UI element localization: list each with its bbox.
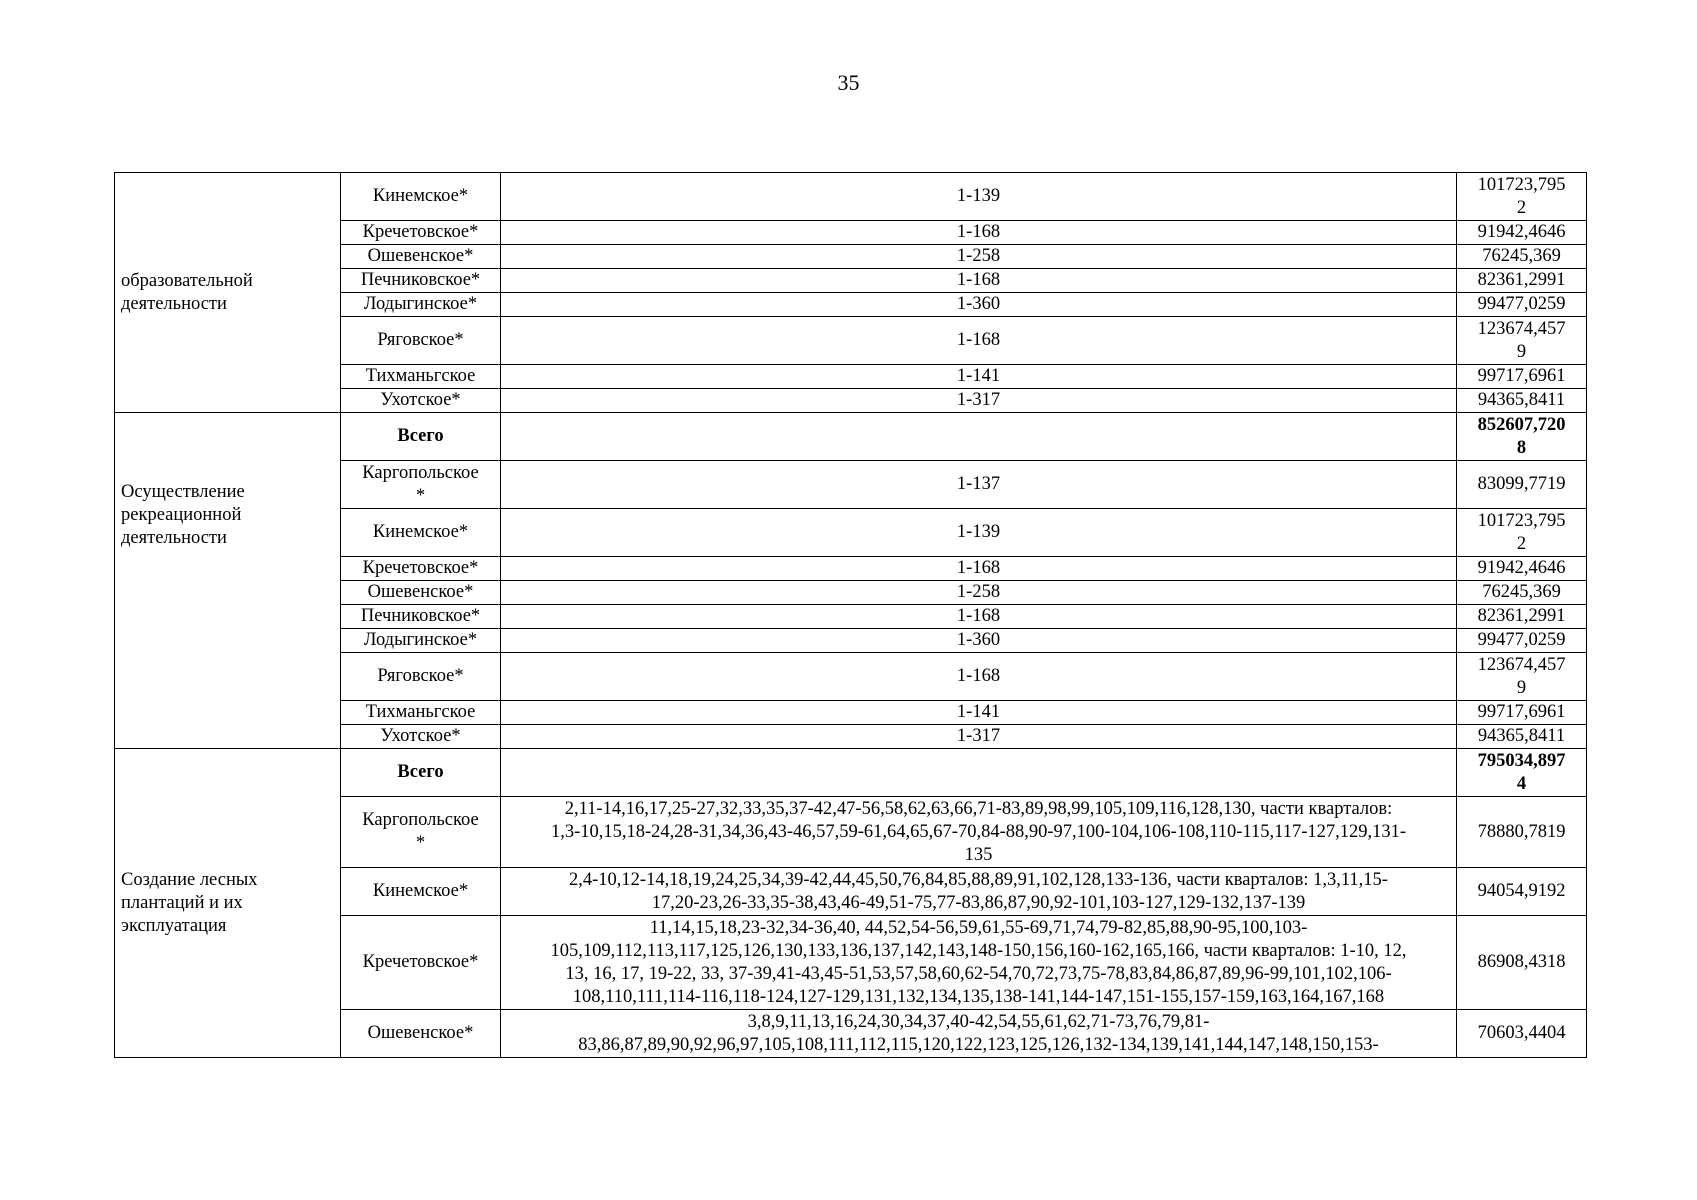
forestry-name: Кинемское* [341, 173, 501, 221]
forestry-name: Ряговское* [341, 317, 501, 365]
table-row-total [115, 749, 1587, 797]
area-value: 101723,795 2 [1457, 509, 1587, 557]
quarter-numbers: 1-137 [501, 461, 1457, 509]
forestry-name: Кинемское* [341, 509, 501, 557]
quarter-numbers: 1-168 [501, 317, 1457, 365]
forestry-name: Тихманьгское [341, 365, 501, 389]
total-value: 852607,720 8 [1457, 413, 1587, 461]
forestry-name: Ухотское* [341, 389, 501, 413]
section-title: Создание лесных плантаций и их эксплуатация [115, 749, 341, 1058]
quarter-numbers: 1-141 [501, 701, 1457, 725]
section-title: образовательной деятельности [115, 173, 341, 413]
forestry-name: Кинемское* [341, 868, 501, 916]
forestry-name: Каргопольское * [341, 461, 501, 509]
area-value: 99477,0259 [1457, 293, 1587, 317]
forest-use-table [114, 172, 1587, 1058]
quarter-numbers: 1-139 [501, 509, 1457, 557]
area-value: 94054,9192 [1457, 868, 1587, 916]
area-value: 82361,2991 [1457, 605, 1587, 629]
quarter-numbers: 2,11-14,16,17,25-27,32,33,35,37-42,47-56,58,62,63,66,71-83,89,98,99,105,109,116,128,130, части кварталов: 1,3-10,15,18-24,28-31,34,36,43-46,57,59-61,64,65,67-70,84-88,90-97,100-104,106-108,110-115,117-127,129,131- 135 [501, 797, 1457, 868]
table-row-total [115, 413, 1587, 461]
quarter-numbers: 1-168 [501, 221, 1457, 245]
area-value: 78880,7819 [1457, 797, 1587, 868]
quarter-numbers: 1-168 [501, 653, 1457, 701]
page-number: 35 [837, 70, 860, 95]
quarter-numbers-empty [501, 413, 1457, 461]
total-label: Всего [341, 413, 501, 461]
area-value: 70603,4404 [1457, 1010, 1587, 1058]
quarter-numbers: 1-168 [501, 269, 1457, 293]
area-value: 82361,2991 [1457, 269, 1587, 293]
forestry-name: Ухотское* [341, 725, 501, 749]
forestry-name: Ошевенское* [341, 581, 501, 605]
area-value: 76245,369 [1457, 245, 1587, 269]
quarter-numbers: 1-139 [501, 173, 1457, 221]
area-value: 99477,0259 [1457, 629, 1587, 653]
quarter-numbers: 1-168 [501, 605, 1457, 629]
forestry-name: Ошевенское* [341, 1010, 501, 1058]
area-value: 83099,7719 [1457, 461, 1587, 509]
quarter-numbers: 3,8,9,11,13,16,24,30,34,37,40-42,54,55,61,62,71-73,76,79,81- 83,86,87,89,90,92,96,97,105,108,111,112,115,120,122,123,125,126,132-134,139,141,144,147,148,150,153- [501, 1010, 1457, 1058]
quarter-numbers: 1-317 [501, 389, 1457, 413]
forestry-name: Лодыгинское* [341, 293, 501, 317]
quarter-numbers: 1-141 [501, 365, 1457, 389]
forestry-name: Ряговское* [341, 653, 501, 701]
forestry-name: Печниковское* [341, 605, 501, 629]
quarter-numbers: 1-258 [501, 581, 1457, 605]
quarter-numbers-empty [501, 749, 1457, 797]
area-value: 91942,4646 [1457, 221, 1587, 245]
area-value: 94365,8411 [1457, 725, 1587, 749]
quarter-numbers: 1-258 [501, 245, 1457, 269]
section-title: Осуществление рекреационной деятельности [115, 413, 341, 749]
quarter-numbers: 1-317 [501, 725, 1457, 749]
quarter-numbers: 1-360 [501, 629, 1457, 653]
table-row [115, 173, 1587, 221]
area-value: 123674,457 9 [1457, 653, 1587, 701]
forestry-name: Ошевенское* [341, 245, 501, 269]
quarter-numbers: 1-360 [501, 293, 1457, 317]
area-value: 101723,795 2 [1457, 173, 1587, 221]
forestry-name: Кречетовское* [341, 557, 501, 581]
quarter-numbers: 11,14,15,18,23-32,34-36,40, 44,52,54-56,59,61,55-69,71,74,79-82,85,88,90-95,100,103- 105,109,112,113,117,125,126,130,133,136,137,142,143,148-150,156,160-162,165,166, части кварталов: 1-10, 12, 13, 16, 17, 19-22, 33, 37-39,41-43,45-51,53,57,58,60,62-54,70,72,73,75-78,83,84,86,87,89,96-99,101,102,106- 108,110,111,114-116,118-124,127-129,131,132,134,135,138-141,144-147,151-155,157-159,163,164,167,168 [501, 916, 1457, 1010]
forestry-name: Тихманьгское [341, 701, 501, 725]
forestry-name: Каргопольское * [341, 797, 501, 868]
area-value: 94365,8411 [1457, 389, 1587, 413]
forestry-name: Кречетовское* [341, 916, 501, 1010]
total-value: 795034,897 4 [1457, 749, 1587, 797]
forestry-name: Лодыгинское* [341, 629, 501, 653]
area-value: 91942,4646 [1457, 557, 1587, 581]
area-value: 99717,6961 [1457, 365, 1587, 389]
total-label: Всего [341, 749, 501, 797]
area-value: 76245,369 [1457, 581, 1587, 605]
quarter-numbers: 1-168 [501, 557, 1457, 581]
forestry-name: Печниковское* [341, 269, 501, 293]
quarter-numbers: 2,4-10,12-14,18,19,24,25,34,39-42,44,45,50,76,84,85,88,89,91,102,128,133-136, части кварталов: 1,3,11,15- 17,20-23,26-33,35-38,43,46-49,51-75,77-83,86,87,90,92-101,103-127,129-132,137-139 [501, 868, 1457, 916]
forestry-name: Кречетовское* [341, 221, 501, 245]
area-value: 123674,457 9 [1457, 317, 1587, 365]
area-value: 99717,6961 [1457, 701, 1587, 725]
area-value: 86908,4318 [1457, 916, 1587, 1010]
